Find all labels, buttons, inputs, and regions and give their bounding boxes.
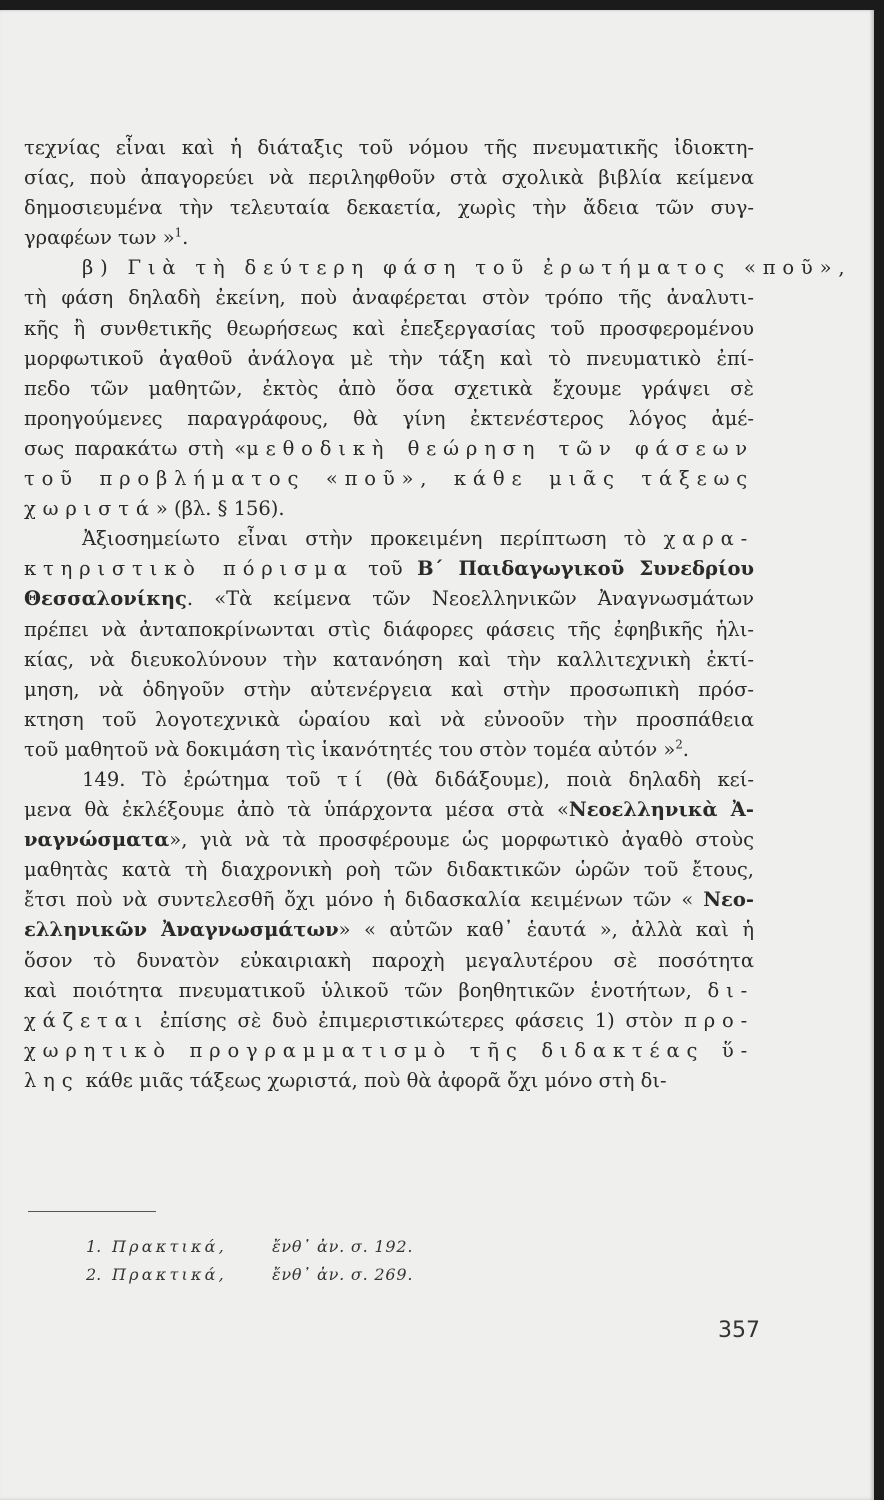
- text-line: τοῦ μαθητοῦ νὰ δοκιμάση τὶς ἱκανότητές του στὸν τομέα αὐτόν »$^2$.: [24, 737, 689, 761]
- text-line: τεχνίας εἶναι καὶ ἡ διάταξις τοῦ νόμου τῆς πνευματικῆς ἰδιοκτη-: [24, 136, 754, 159]
- text-line: τοῦ προβλήματος «ποῦ», κάθε μιᾶς τάξεως: [24, 467, 754, 491]
- text-line: πρέπει νὰ ἀνταποκρίνωνται στὶς διάφορες φάσεις τῆς ἐφηβικῆς ἡλι-: [24, 617, 754, 641]
- text-line: β) Γιὰ τὴ δεύτερη φάση τοῦ ἐρωτήματος «ποῦ»,: [82, 256, 852, 280]
- text-line: δημοσιευμένα τὴν τελευταία δεκαετία, χωρὶς τὴν ἄδεια τῶν συγ-: [24, 196, 754, 220]
- text-line: κτηριστικὸ πόρισμα τοῦ Β΄ Παιδαγωγικοῦ Συνεδρίου: [24, 557, 754, 581]
- text-line: γραφέων των »$^1$.: [24, 225, 189, 250]
- footnote-divider: [28, 1211, 156, 1212]
- text-line: χωρητικὸ προγραμματισμὸ τῆς διδακτέας ὕ-: [24, 1038, 754, 1062]
- text-line: μαθητὰς κατὰ τὴ διαχρονικὴ ροὴ τῶν διδακτικῶν ὡρῶν τοῦ ἔτους,: [24, 858, 754, 882]
- text-line: ὅσον τὸ δυνατὸν εὐκαιριακὴ παροχὴ μεγαλυτέρου σὲ ποσότητα: [24, 948, 754, 972]
- text-line: χάζεται ἐπίσης σὲ δυὸ ἐπιμεριστικώτερες φάσεις 1) στὸν προ-: [24, 1008, 754, 1032]
- text-line: μηση, νὰ ὁδηγοῦν στὴν αὐτενέργεια καὶ στὴν προσωπικὴ πρόσ-: [24, 677, 754, 701]
- text-line: μορφωτικοῦ ἀγαθοῦ ἀνάλογα μὲ τὴν τάξη καὶ τὸ πνευματικὸ ἐπί-: [24, 346, 754, 370]
- footnote-marker: 2: [675, 737, 683, 752]
- footnote: 2. Πρακτικά, ἔνθ᾿ ἀν. σ. 269.: [86, 1265, 414, 1284]
- text-line: Θεσσαλονίκης. «Τὰ κείμενα τῶν Νεοελληνικῶν Ἀναγνωσμάτων: [24, 587, 754, 611]
- text-line: καὶ ποιότητα πνευματικοῦ ὑλικοῦ τῶν βοηθητικῶν ἑνοτήτων, δι-: [24, 978, 754, 1002]
- text-line: κῆς ἢ συνθετικῆς θεωρήσεως καὶ ἐπεξεργασίας τοῦ προσφερομένου: [24, 316, 754, 340]
- footnote-marker: 1: [174, 225, 183, 240]
- text-line: μενα θὰ ἐκλέξουμε ἀπὸ τὰ ὑπάρχοντα μέσα στὰ «Νεοελληνικὰ Ἀ-: [24, 798, 754, 822]
- text-line: σως παρακάτω στὴ «μεθοδικὴ θεώρηση τῶν φάσεων: [24, 436, 754, 460]
- text-line: σίας, ποὺ ἀπαγορεύει νὰ περιληφθοῦν στὰ σχολικὰ βιβλία κείμενα: [24, 166, 754, 190]
- body-text: [24, 133, 852, 1096]
- text-line: χωριστά» (βλ. § 156).: [24, 497, 285, 521]
- text-line: ναγνώσματα», γιὰ νὰ τὰ προσφέρουμε ὡς μορφωτικὸ ἀγαθὸ στοὺς: [24, 828, 754, 852]
- text-line: πεδο τῶν μαθητῶν, ἐκτὸς ἀπὸ ὅσα σχετικὰ ἔχουμε γράψει σὲ: [24, 376, 754, 400]
- text-line: προηγούμενες παραγράφους, θὰ γίνη ἐκτενέστερος λόγος ἀμέ-: [24, 406, 754, 430]
- text-line: Ἀξιοσημείωτο εἶναι στὴν προκειμένη περίπτωση τὸ χαρα-: [82, 527, 754, 551]
- text-line: ελληνικῶν Ἀναγνωσμάτων» « αὐτῶν καθ᾿ ἑαυτά », ἀλλὰ καὶ ἡ: [24, 918, 755, 942]
- text-line: 149. Τὸ ἐρώτημα τοῦ τί (θὰ διδάξουμε), ποιὰ δηλαδὴ κεί-: [82, 767, 754, 791]
- footnotes: [86, 1233, 413, 1289]
- book-page: [0, 10, 874, 1500]
- text-line: λης κάθε μιᾶς τάξεως χωριστά, ποὺ θὰ ἀφορᾶ ὄχι μόνο στὴ δι-: [24, 1068, 667, 1092]
- text-line: κτηση τοῦ λογοτεχνικὰ ὡραίου καὶ νὰ εὐνοοῦν τὴν προσπάθεια: [24, 707, 754, 731]
- text-line: ἔτσι ποὺ νὰ συντελεσθῆ ὄχι μόνο ἡ διδασκαλία κειμένων τῶν « Νεο-: [24, 888, 754, 912]
- text-line: τὴ φάση δηλαδὴ ἐκείνη, ποὺ ἀναφέρεται στὸν τρόπο τῆς ἀναλυτι-: [24, 286, 754, 310]
- page-number: 357: [718, 1318, 760, 1343]
- footnote: 1. Πρακτικά, ἔνθ᾿ ἀν. σ. 192.: [86, 1237, 414, 1256]
- text-line: κίας, νὰ διευκολύνουν τὴν κατανόηση καὶ τὴν καλλιτεχνικὴ ἐκτί-: [24, 647, 754, 671]
